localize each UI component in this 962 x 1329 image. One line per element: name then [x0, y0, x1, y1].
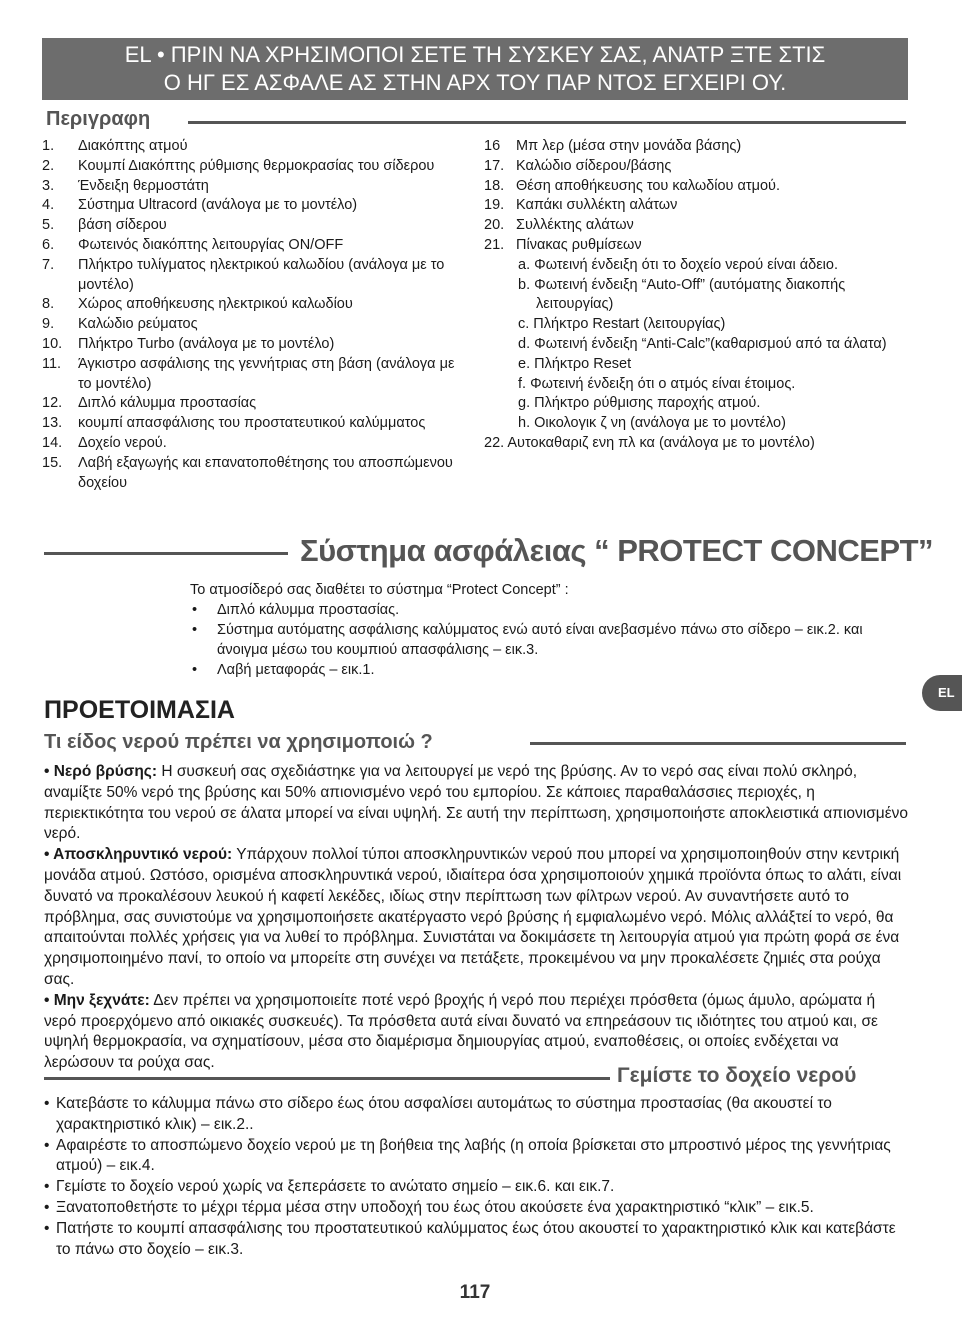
label-remember: • Μην ξεχνάτε: — [44, 991, 150, 1009]
item-text: Σύστημα Ultracord (ανάλογα με το μοντέλο) — [78, 197, 358, 214]
banner-line-2: Ο ΗΓ ΕΣ ΑΣΦΑΛΕ ΑΣ ΣΤΗΝ ΑΡΧ ΤΟΥ ΠΑΡ ΝΤΟΣ ΕΓΧΕΙΡΙ ΟΥ. — [163, 70, 787, 95]
list-item — [42, 454, 467, 494]
list-item — [42, 355, 467, 395]
item-text: Ένδειξη θερμοστάτη — [78, 177, 209, 194]
item-text: Φωτεινός διακόπτης λειτουργίας ON/OFF — [78, 236, 344, 253]
item-text: Χώρος αποθήκευσης ηλεκτρικού καλωδίου — [78, 296, 353, 313]
item-number: 8. — [42, 296, 55, 313]
protect-rule — [44, 552, 288, 555]
paragraph-tap-water — [44, 762, 910, 845]
list-subitem — [484, 315, 909, 335]
item-text: Καπάκι συλλέκτη αλάτων — [516, 197, 678, 214]
protect-list — [190, 600, 910, 680]
list-item — [484, 434, 909, 454]
list-item — [42, 256, 467, 296]
list-item — [42, 315, 467, 335]
list-subitem — [484, 335, 909, 355]
list-item — [42, 196, 467, 216]
protect-item: • Λαβή μεταφοράς – εικ.1. — [190, 660, 910, 680]
item-number: 2. — [42, 157, 55, 174]
item-number: 10. — [42, 335, 63, 352]
item-number: 16 — [484, 138, 501, 154]
protect-intro: Το ατμοσίδερό σας διαθέτει το σύστημα “Protect Concept” : — [190, 582, 569, 598]
protect-section — [190, 580, 910, 680]
page-number: 117 — [459, 1282, 491, 1303]
water-rule — [530, 742, 906, 745]
item-number: 11. — [42, 355, 62, 372]
list-subitem — [484, 276, 909, 316]
list-item — [42, 157, 467, 177]
subitem-text: g. Πλήκτρο ρύθμισης παροχής ατμού. — [518, 395, 761, 412]
list-item — [42, 394, 467, 414]
item-text: κουμπί απασφάλισης του προστατευτικού καλύμματος — [78, 415, 426, 432]
fill-item: • Αφαιρέστε το αποσπώμενο δοχείο νερού με τη βοήθεια της λαβής (η οποία βρίσκεται στο μπροστινό μέρος της γεννήτριας ατμού) – εικ.4. — [44, 1136, 910, 1178]
water-title: Τι είδος νερού πρέπει να χρησιμοποιώ ? — [44, 731, 433, 753]
item-text: Καλώδιο σίδερου/βάσης — [516, 157, 672, 174]
item-text: Καλώδιο ρεύματος — [78, 316, 198, 333]
description-title: Περιγραφη — [46, 108, 151, 130]
item-text: βάση σίδερου — [78, 217, 167, 234]
subitem-text: a. Φωτεινή ένδειξη ότι το δοχείο νερού είναι άδειο. — [518, 256, 838, 273]
text-tap-water: Η συσκευή σας σχεδιάστηκε για να λειτουργεί με νερό της βρύσης. Αν το νερό σας είναι πολύ σκληρό, αναμίξτε 50% νερό της βρύσης και 50% απιονισμένο νερό του εμπορίου. Σε κάποιες παραθαλάσσιες περιοχές, η περιεκτικότητα του νερού σε άλατα μπορεί να είναι υψηλή. Σε αυτή την περίπτωση, χρησιμοποιήστε αποκλειστικά απιονισμένο νερό. — [44, 763, 908, 843]
subitem-text: b. Φωτεινή ένδειξη “Auto-Off” (αυτόματης διακοπής λειτουργίας) — [518, 276, 846, 313]
item-number: 19. — [484, 197, 505, 214]
item-text: Πίνακας ρυθμίσεων — [516, 236, 642, 253]
item-text: Δοχείο νερού. — [78, 434, 167, 451]
preparation-title: ΠΡΟΕΤΟΙΜΑΣΙΑ — [44, 696, 235, 724]
item-number: 3. — [42, 177, 55, 194]
fill-title: Γεμίστε το δοχείο νερού — [617, 1064, 857, 1087]
item-text: Συλλέκτης αλάτων — [516, 217, 634, 234]
item-number: 4. — [42, 197, 55, 214]
list-item — [484, 137, 909, 157]
item-number: 18. — [484, 177, 505, 194]
list-item — [42, 236, 467, 256]
list-item — [42, 137, 467, 157]
list-item — [484, 177, 909, 197]
fill-item: • Γεμίστε το δοχείο νερού χωρίς να ξεπεράσετε το ανώτατο σημείο – εικ.6. και εικ.7. — [44, 1177, 910, 1198]
item-number: 15. — [42, 454, 63, 471]
item-text: Θέση αποθήκευσης του καλωδίου ατμού. — [516, 177, 780, 194]
subitem-text: d. Φωτεινή ένδειξη “Anti-Calc”(καθαρισμού από τα άλατα) — [518, 335, 887, 352]
list-item — [484, 236, 909, 256]
warning-banner — [42, 38, 908, 100]
list-item — [42, 295, 467, 315]
protect-item: • Διπλό κάλυμμα προστασίας. — [190, 600, 910, 620]
list-item — [484, 196, 909, 216]
description-list-left — [42, 137, 467, 493]
list-subitem — [484, 355, 909, 375]
list-item — [42, 335, 467, 355]
item-number: 5. — [42, 217, 55, 234]
paragraph-softener — [44, 845, 910, 991]
paragraph-remember — [44, 991, 910, 1074]
subitem-text: f. Φωτεινή ένδειξη ότι ο ατμός είναι έτοιμος. — [518, 375, 796, 392]
label-softener: • Αποσκληρυντικό νερού: — [44, 846, 233, 864]
protect-item: • Σύστημα αυτόματης ασφάλισης καλύμματος ενώ αυτό είναι ανεβασμένο πάνω στο σίδερο – εικ.2. και άνοιγμα μέσω του κουμπιού απασφάλισης – εικ.3. — [190, 620, 910, 660]
item-text: Άγκιστρο ασφάλισης της γεννήτριας στη βάση (ανάλογα με το μοντέλο) — [78, 355, 455, 392]
item-number: 20. — [484, 217, 505, 234]
item-number: 1. — [42, 138, 55, 154]
item-number: 17. — [484, 157, 505, 174]
fill-item: • Πατήστε το κουμπί απασφάλισης του προστατευτικού καλύμματος έως ότου ακουστεί το χαρακτηριστικό κλικ και κατεβάστε το πάνω στο δοχείο – εικ.3. — [44, 1219, 910, 1261]
item-number: 9. — [42, 316, 55, 333]
list-item — [42, 414, 467, 434]
item-text: Κουμπί Διακόπτης ρύθμισης θερμοκρασίας του σίδερου — [78, 157, 435, 174]
item-number: 7. — [42, 256, 55, 273]
item-text: Διακόπτης ατμού — [78, 138, 188, 154]
list-item — [42, 216, 467, 236]
banner-line-1: EL • ΠΡΙΝ ΝΑ ΧΡΗΣΙΜΟΠΟΙ ΣΕΤΕ ΤΗ ΣΥΣΚΕΥ ΣΑΣ, ΑΝΑΤΡ ΞΤΕ ΣΤΙΣ — [124, 42, 826, 67]
item-text: Πλήκτρο τυλίγματος ηλεκτρικού καλωδίου (ανάλογα με το μοντέλο) — [78, 256, 445, 293]
list-item — [42, 434, 467, 454]
text-remember: Δεν πρέπει να χρησιμοποιείτε ποτέ νερό βροχής ή νερό που περιέχει πρόσθετα (όμως άμυλο, αρώματα ή νερό προερχόμενο από οικιακές συσκευές). Τα πρόσθετα αυτά είναι δυνατό να επηρεάσουν τις ιδιότητες του ατμού και, σε υψηλή θερμοκρασία, να σχηματίσουν, μέσα στο διαμέρισμα δημιουργίας ατμού, εναποθέσεις, οι οποίες ενδέχεται να λερώσουν τα ρούχα σας. — [44, 991, 878, 1072]
item-number: 13. — [42, 415, 63, 432]
protect-title: Σύστημα ασφάλειας “ PROTECT CONCEPT” — [300, 533, 934, 568]
label-tap-water: • Νερό βρύσης: — [44, 763, 158, 780]
list-item — [484, 157, 909, 177]
subitem-text: e. Πλήκτρο Reset — [518, 355, 632, 372]
fill-list — [44, 1094, 910, 1260]
fill-item: • Κατεβάστε το κάλυμμα πάνω στο σίδερο έως ότου ασφαλίσει αυτομάτως το σύστημα προστασίας (θα ακουστεί το χαρακτηριστικό κλικ) – εικ.2.. — [44, 1094, 910, 1136]
description-rule — [188, 121, 906, 124]
list-subitem — [484, 414, 909, 434]
item-number: 12. — [42, 395, 63, 412]
list-item — [42, 177, 467, 197]
item-text: Μπ λερ (μέσα στην μονάδα βάσης) — [516, 138, 742, 154]
list-subitem — [484, 394, 909, 414]
item-text: 22. Αυτοκαθαριζ ενη πλ κα (ανάλογα με το μοντέλο) — [484, 434, 815, 451]
item-text: Λαβή εξαγωγής και επανατοποθέτησης του αποσπώμενου δοχείου — [78, 454, 453, 491]
water-paragraphs — [44, 762, 910, 1074]
language-tab: EL — [922, 675, 962, 711]
description-list-right — [484, 137, 909, 454]
list-subitem — [484, 375, 909, 395]
item-number: 14. — [42, 434, 63, 451]
subitem-text: h. Οικολογικ ζ νη (ανάλογα με το μοντέλο) — [518, 415, 786, 432]
item-number: 21. — [484, 236, 505, 253]
fill-rule — [44, 1077, 610, 1080]
item-text: Πλήκτρο Turbo (ανάλογα με το μοντέλο) — [78, 335, 335, 352]
text-softener: Υπάρχουν πολλοί τύποι αποσκληρυντικών νερού που μπορεί να χρησιμοποιηθούν στην κεντρική μονάδα ατμού. Ωστόσο, ορισμένα αποσκληρυντικά νερού, ιδιαίτερα όσα χρησιμοποιούν χημικά προϊόντα όπως το αλάτι, είναι δυνατό να προκαλέσουν λευκού ή καφετί λεκέδες, ιδίως στην περίπτωση των φίλτρων νερού. Αν συναντήσετε αυτό το πρόβλημα, σας συνιστούμε να χρησιμοποιήσετε ακατέργαστο νερό βρύσης ή εμφιαλωμένο νερό. Μόλις αλλάξτεί το νερό, θα απαιτούνται πολλές χρήσεις για να λυθεί το πρόβλημα. Συνιστάται να δοκιμάσετε τη λειτουργία ατμού για πρώτη φορά σε ένα χρησιμοποιημένο πανί, το οποίο να μπορείτε στη συνέχει να πετάξετε, προκειμένου να μην προκαλέσετε ζημιές στα ρούχα σας. — [44, 846, 902, 988]
subitem-text: c. Πλήκτρο Restart (λειτουργίας) — [518, 316, 726, 333]
list-item — [484, 216, 909, 236]
fill-item: • Ξανατοποθετήστε το μέχρι τέρμα μέσα στην υποδοχή του έως ότου ακούσετε ένα χαρακτηριστικό “κλικ” – εικ.5. — [44, 1198, 910, 1219]
list-subitem — [484, 256, 909, 276]
item-text: Διπλό κάλυμμα προστασίας — [78, 395, 257, 412]
item-number: 6. — [42, 236, 55, 253]
